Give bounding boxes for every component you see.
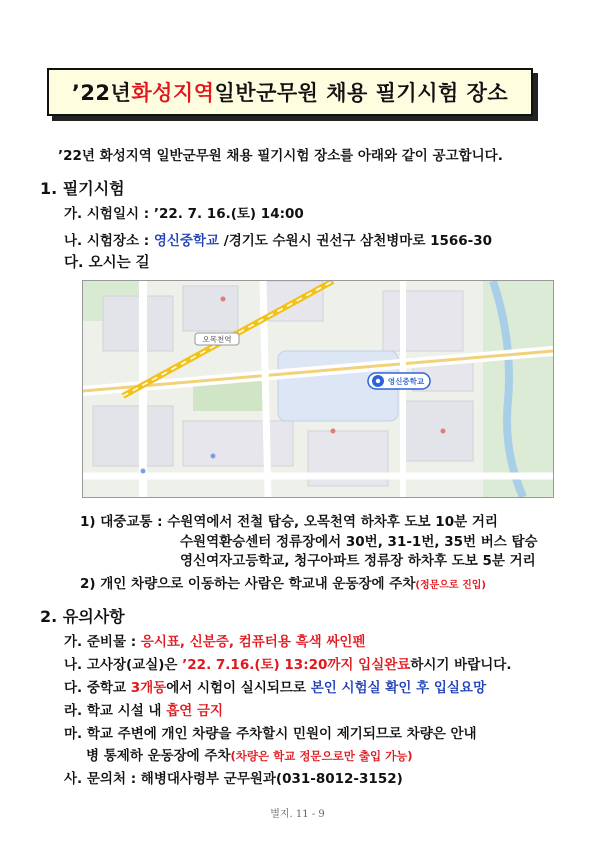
map-school-label: 영신중학교 [387, 377, 425, 386]
parking-line2-prefix: 병 통제하 운동장에 주차 [86, 748, 231, 764]
transit-item2 [80, 572, 486, 592]
supplies [64, 630, 365, 650]
building-prefix: 다. 중학교 [64, 680, 131, 696]
parking-line2-note: (차량은 학교 정문으로만 출입 가능) [230, 749, 413, 763]
transit-item1 [80, 510, 498, 530]
transit-item2-text: 2) 개인 차량으로 이동하는 사람은 학교내 운동장에 주차 [80, 576, 416, 592]
room-suffix: 하시기 바랍니다. [410, 657, 512, 673]
transit-item2-note: (정문으로 진입) [415, 580, 486, 591]
exam-date [64, 202, 304, 222]
location-map [82, 280, 554, 498]
exam-place-school: 영신중학교 [153, 233, 220, 249]
exam-place [64, 229, 492, 249]
transit-item1-line2: 수원역환승센터 정류장에서 30번, 31-1번, 35번 버스 탑승 [180, 534, 538, 550]
intro-text: ’22년 화성지역 일반군무원 채용 필기시험 장소를 아래와 같이 공고합니다. [58, 148, 503, 164]
title-suffix: 일반군무원 채용 필기시험 장소 [214, 81, 509, 105]
section1-heading: 1. 필기시험 [40, 179, 125, 198]
exam-date-value: ’22. 7. 16.(토) 14:00 [153, 206, 304, 222]
page-title [47, 68, 533, 116]
parking-line2 [86, 744, 413, 764]
building-notice [64, 676, 486, 696]
title-highlight: 화성지역 [131, 81, 215, 105]
transit-item1-line3: 영신여자고등학교, 청구아파트 정류장 하차후 도보 5분 거리 [180, 553, 536, 569]
building-highlight2: 본인 시험실 확인 후 입실요망 [310, 680, 486, 696]
section2-heading: 2. 유의사항 [40, 607, 125, 626]
room-prefix: 나. 고사장(교실)은 [64, 657, 183, 673]
parking-line1: 마. 학교 주변에 개인 차량을 주차할시 민원이 제기되므로 차량은 안내 [64, 726, 477, 742]
exam-place-label: 나. 시험장소 : [64, 233, 154, 249]
building-mid: 에서 시험이 실시되므로 [166, 680, 311, 696]
map-station-label: 오목천역 [202, 335, 232, 344]
room-notice [64, 653, 511, 673]
directions-label: 다. 오시는 길 [64, 255, 150, 271]
supplies-value: 응시표, 신분증, 컴퓨터용 흑색 싸인펜 [140, 634, 366, 650]
map-graphic [83, 281, 553, 497]
page-number: 별지. 11 - 9 [270, 809, 325, 820]
title-prefix: ’22년 [71, 81, 132, 105]
building-highlight1: 3개동 [130, 680, 167, 696]
exam-place-address: /경기도 수원시 권선구 삼천병마로 1566-30 [219, 233, 493, 249]
room-highlight: ’22. 7.16.(토) 13:20까지 입실완료 [182, 657, 411, 673]
contact: 사. 문의처 : 해병대사령부 군무원과(031-8012-3152) [64, 771, 403, 787]
smoking-notice [64, 699, 223, 719]
smoking-prefix: 라. 학교 시설 내 [64, 703, 167, 719]
exam-date-label: 가. 시험일시 : [64, 206, 154, 222]
transit-item1-prefix: 1) 대중교통 : [80, 514, 168, 530]
supplies-label: 가. 준비물 : [64, 634, 141, 650]
smoking-highlight: 흡연 금지 [166, 703, 224, 719]
transit-item1-line1: 수원역에서 전철 탑승, 오목천역 하차후 도보 10분 거리 [167, 514, 498, 530]
